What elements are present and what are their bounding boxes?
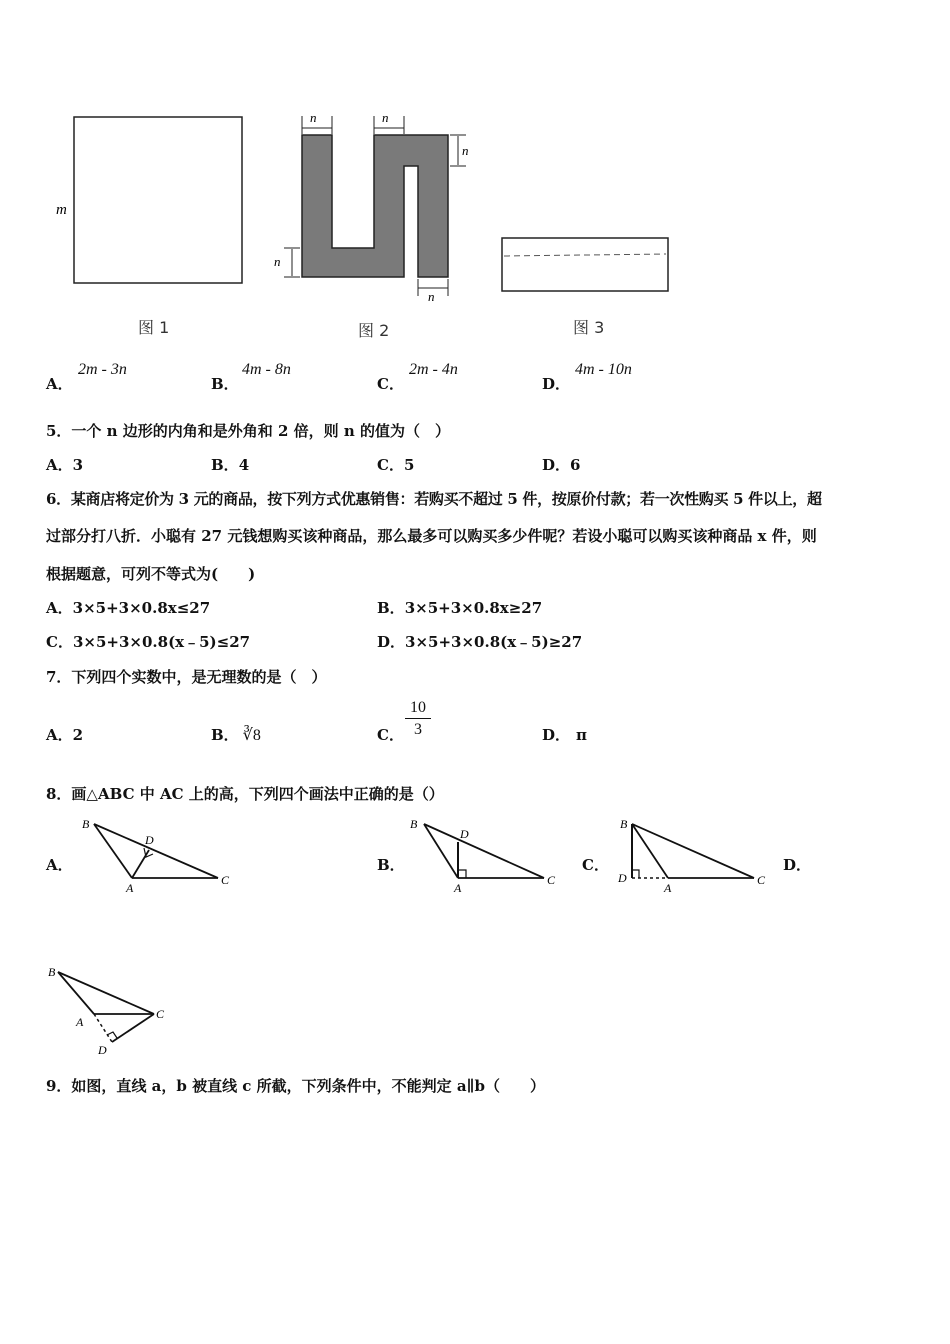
q4-option-d-value: 4m - 10n (575, 361, 632, 378)
svg-text:n: n (274, 254, 281, 269)
q8-option-d[interactable]: D． (783, 856, 812, 874)
svg-text:D: D (98, 1043, 107, 1057)
svg-text:C: C (156, 1007, 165, 1021)
q4-option-c[interactable]: C． (377, 375, 404, 393)
q6-stem-line-2: 过部分打八折．小聪有 27 元钱想购买该种商品，那么最多可以购买多少件呢？若设小聪可以购买该种商品 x 件，则 (46, 527, 817, 545)
q7-fraction-denominator: 3 (414, 721, 422, 738)
q8-figure-d (46, 962, 176, 1066)
svg-text:n: n (428, 289, 435, 303)
figure-1-caption: 图 1 (138, 318, 170, 337)
q7-fraction-numerator: 10 (405, 698, 431, 719)
figure-2 (270, 108, 480, 303)
q8-option-c[interactable]: C． (582, 856, 609, 874)
q6-stem-line-1: 6．某商店将定价为 3 元的商品，按下列方式优惠销售：若购买不超过 5 件，按原价付款；若一次性购买 5 件以上，超 (46, 490, 822, 508)
svg-text:D: D (460, 827, 469, 841)
svg-text:B: B (48, 965, 56, 979)
q7-stem: 7．下列四个实数中，是无理数的是（ ） (46, 668, 327, 686)
q7-fraction (405, 698, 431, 741)
q4-option-b-value: 4m - 8n (242, 361, 291, 378)
svg-text:C: C (221, 873, 230, 887)
q8-option-a[interactable]: A． (46, 856, 73, 874)
svg-text:D: D (618, 871, 627, 885)
q7-option-c[interactable]: C． (377, 726, 404, 744)
q8-figure-c (612, 812, 774, 900)
q7-option-b[interactable]: B． ∛8 (211, 726, 261, 744)
svg-text:A: A (454, 881, 462, 895)
svg-text:n: n (462, 143, 469, 158)
svg-text:n: n (310, 110, 317, 125)
q4-option-a-value: 2m - 3n (78, 361, 127, 378)
svg-text:B: B (620, 817, 628, 831)
q7-option-a[interactable]: A．2 (46, 726, 84, 744)
svg-text:D: D (145, 833, 154, 847)
q5-stem: 5．一个 n 边形的内角和是外角和 2 倍，则 n 的值为（ ） (46, 422, 451, 440)
svg-text:C: C (757, 873, 766, 887)
svg-text:B: B (410, 817, 418, 831)
q5-option-c[interactable]: C．5 (377, 456, 415, 474)
q6-option-b[interactable]: B．3×5+3×0.8x≥27 (377, 599, 543, 617)
q7-option-d[interactable]: D． π (542, 726, 587, 744)
figure-3 (498, 232, 674, 298)
q6-option-c[interactable]: C．3×5+3×0.8(x﹣5)≤27 (46, 633, 251, 651)
svg-text:A: A (664, 881, 672, 895)
q4-option-a[interactable]: A． (46, 375, 73, 393)
q8-figure-a (78, 812, 240, 900)
figure-1-square (52, 110, 252, 295)
q5-option-b[interactable]: B．4 (211, 456, 250, 474)
figure-3-strip (498, 232, 674, 298)
q6-stem-line-3: 根据题意，可列不等式为( ) (46, 565, 256, 583)
q8-figure-b (404, 812, 566, 900)
svg-text:A: A (76, 1015, 84, 1029)
q8-stem: 8．画△ABC 中 AC 上的高，下列四个画法中正确的是（） (46, 785, 444, 803)
q5-option-a[interactable]: A．3 (46, 456, 84, 474)
q4-option-c-value: 2m - 4n (409, 361, 458, 378)
q5-option-d[interactable]: D．6 (542, 456, 581, 474)
svg-text:n: n (382, 110, 389, 125)
cube-root-8: ∛8 (242, 727, 261, 744)
q6-option-a[interactable]: A．3×5+3×0.8x≤27 (46, 599, 211, 617)
figure-1-m-label: m (56, 202, 67, 218)
q4-option-b[interactable]: B． (211, 375, 239, 393)
svg-text:C: C (547, 873, 556, 887)
q6-option-d[interactable]: D．3×5+3×0.8(x﹣5)≥27 (377, 633, 583, 651)
q4-option-d[interactable]: D． (542, 375, 571, 393)
figure-2-caption: 图 2 (358, 321, 390, 340)
svg-text:A: A (126, 881, 134, 895)
figure-1 (52, 110, 252, 295)
q8-option-b[interactable]: B． (377, 856, 405, 874)
q9-stem: 9．如图，直线 a，b 被直线 c 所截，下列条件中，不能判定 a∥b（ ） (46, 1077, 546, 1095)
svg-text:B: B (82, 817, 90, 831)
figure-2-shape (270, 108, 480, 303)
figure-3-caption: 图 3 (573, 318, 605, 337)
